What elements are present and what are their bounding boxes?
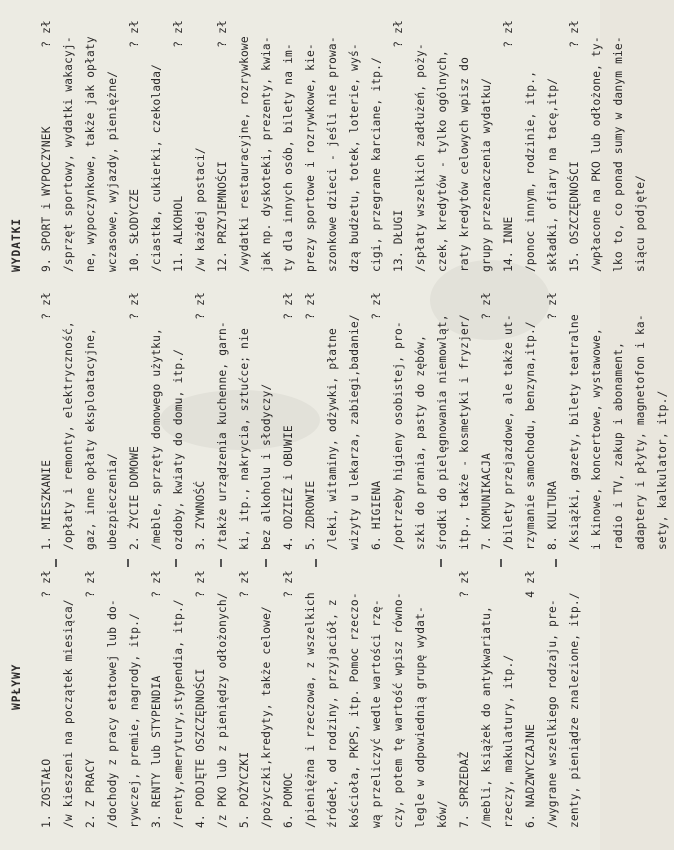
category-description-line bbox=[652, 292, 674, 550]
category-heading-line bbox=[124, 292, 146, 550]
category-description-line bbox=[146, 292, 168, 550]
line-text: 2. Z PRACY bbox=[84, 758, 97, 828]
line-text: 3. ZYWNOŚĆ bbox=[194, 480, 207, 550]
category-description-line bbox=[542, 20, 564, 272]
line-text: /wygrane wszelkiego rodzaju, pre- bbox=[546, 599, 559, 828]
line-text: /z PKO lub z pieniędzy odłożonych/ bbox=[216, 592, 229, 828]
category-description-line bbox=[278, 20, 300, 272]
line-text: radio i TV, zakup i abonament, bbox=[612, 341, 625, 550]
category-description-line bbox=[410, 292, 432, 550]
category-description-line bbox=[476, 20, 498, 272]
category-heading-line bbox=[146, 570, 168, 828]
amount-value: ? zł bbox=[370, 292, 383, 320]
line-text: 6. NADZWYCZAJNE bbox=[524, 723, 537, 828]
line-text: adaptery i płyty, magnetofon i ka- bbox=[634, 314, 647, 550]
line-text: /renty,emerytury,stypendia, itp./ bbox=[172, 599, 185, 828]
line-text: składki, ofiary na tacę,itp/ bbox=[546, 77, 559, 272]
amount-value: ? zł bbox=[282, 292, 295, 320]
category-heading-line bbox=[300, 292, 322, 550]
category-heading-line bbox=[278, 292, 300, 550]
category-description-line bbox=[124, 570, 146, 828]
category-description-line bbox=[300, 20, 322, 272]
category-heading-line bbox=[190, 292, 212, 550]
category-heading-line bbox=[190, 570, 212, 828]
amount-value: ? zł bbox=[128, 292, 141, 320]
line-text: /potrzeby higieny osobistej, pro- bbox=[392, 321, 405, 550]
line-text: 11. ALKOHOL bbox=[172, 195, 185, 272]
category-description-line bbox=[344, 570, 366, 828]
category-description-line bbox=[366, 20, 388, 272]
category-description-line bbox=[212, 570, 234, 828]
category-description-line bbox=[102, 20, 124, 272]
line-text: środki do pielęgnowania niemowląt, bbox=[436, 314, 449, 550]
margin-marks-left bbox=[30, 557, 590, 567]
line-text: 9. SPORT i WYPOCZYNEK bbox=[40, 126, 53, 272]
line-text: bez alkoholu i słodyczy/ bbox=[260, 383, 273, 550]
category-heading-line bbox=[36, 570, 58, 828]
line-text: 2. ŻYCIE DOMOWE bbox=[128, 445, 141, 550]
amount-value: ? zł bbox=[40, 292, 53, 320]
wydatki-title: WYDATKI bbox=[10, 217, 23, 272]
line-text: /spłaty wszelkich zadłużeń, poży- bbox=[414, 43, 427, 272]
category-heading-line bbox=[388, 20, 410, 272]
category-description-line bbox=[344, 292, 366, 550]
category-description-line bbox=[564, 570, 586, 828]
line-text: 1. ZOSTAŁO bbox=[40, 758, 53, 828]
category-description-line bbox=[344, 20, 366, 272]
line-text: /ponoc innym, rodzinie, itp., bbox=[524, 70, 537, 272]
line-text: zenty, pieniądze znalezione, itp./ bbox=[568, 592, 581, 828]
line-text: dzą budżetu, totek, loterie, wyś- bbox=[348, 43, 361, 272]
line-text: ubezpieczenia/ bbox=[106, 452, 119, 550]
category-description-line bbox=[520, 20, 542, 272]
amount-value: ? zł bbox=[84, 570, 97, 598]
line-text: /dochody z pracy etatowej lub do- bbox=[106, 599, 119, 828]
category-heading-line bbox=[168, 20, 190, 272]
line-text: czek, kredytów - tylko ogólnych, bbox=[436, 50, 449, 272]
category-description-line bbox=[102, 570, 124, 828]
amount-value: ? zł bbox=[392, 20, 405, 48]
amount-value: ? zł bbox=[194, 292, 207, 320]
amount-value: ? zł bbox=[480, 292, 493, 320]
category-heading-line bbox=[454, 570, 476, 828]
line-text: szonkowe dzieci - jeśli nie prowa- bbox=[326, 36, 339, 272]
category-description-line bbox=[586, 292, 608, 550]
amount-value: ? zł bbox=[40, 570, 53, 598]
category-description-line bbox=[322, 570, 344, 828]
line-text: ki, itp., nakrycia, sztućce; nie bbox=[238, 328, 251, 550]
line-text: /w każdej postaci/ bbox=[194, 147, 207, 272]
line-text: 7. KOMUNIKACJA bbox=[480, 452, 493, 550]
line-text: /także urządzenia kuchenne, garn- bbox=[216, 321, 229, 550]
category-description-line bbox=[234, 20, 256, 272]
category-description-line bbox=[256, 20, 278, 272]
line-text: 3. RENTY lub STYPENDIA bbox=[150, 675, 163, 828]
line-text: i kinowe, koncertowe, wystawowe, bbox=[590, 328, 603, 550]
line-text: 8. KULTURA bbox=[546, 480, 559, 550]
category-description-line bbox=[58, 20, 80, 272]
amount-value: ? zł bbox=[150, 570, 163, 598]
category-description-line bbox=[322, 292, 344, 550]
line-text: rzeczy, makulatury, itp./ bbox=[502, 654, 515, 828]
category-description-line bbox=[80, 20, 102, 272]
line-text: raty kredytów celowych wpisz do bbox=[458, 57, 471, 272]
category-description-line bbox=[388, 570, 410, 828]
category-description-line bbox=[388, 292, 410, 550]
line-text: 15. OSZCZĘDNOŚCI bbox=[568, 161, 581, 272]
category-heading-line bbox=[476, 292, 498, 550]
line-text: itp., także - kosmetyki i fryzjer/ bbox=[458, 314, 471, 550]
line-text: 6. POMOC bbox=[282, 772, 295, 828]
category-description-line bbox=[630, 292, 652, 550]
category-description-line bbox=[586, 20, 608, 272]
line-text: rzymanie samochodu, benzyna,itp./ bbox=[524, 321, 537, 550]
category-heading-line bbox=[124, 20, 146, 272]
category-heading-line bbox=[234, 570, 256, 828]
line-text: 14. INNE bbox=[502, 216, 515, 272]
category-description-line bbox=[58, 570, 80, 828]
line-text: rywczej, premie, nagrody, itp./ bbox=[128, 613, 141, 828]
category-description-line bbox=[630, 20, 652, 272]
category-description-line bbox=[58, 292, 80, 550]
category-description-line bbox=[190, 20, 212, 272]
category-description-line bbox=[432, 292, 454, 550]
category-description-line bbox=[366, 570, 388, 828]
category-description-line bbox=[410, 20, 432, 272]
amount-value: ? zł bbox=[172, 20, 185, 48]
category-heading-line bbox=[80, 570, 102, 828]
category-heading-line bbox=[542, 292, 564, 550]
amount-value: ? zł bbox=[458, 570, 471, 598]
line-text: grupy przeznaczenia wydatku/ bbox=[480, 77, 493, 272]
line-text: /ciastka, cukierki, czekolada/ bbox=[150, 63, 163, 272]
category-description-line bbox=[454, 292, 476, 550]
line-text: 6. HIGIENA bbox=[370, 480, 383, 550]
margin-mark bbox=[265, 559, 267, 567]
category-description-line bbox=[234, 292, 256, 550]
category-description-line bbox=[102, 292, 124, 550]
category-description-line bbox=[432, 20, 454, 272]
category-description-line bbox=[520, 292, 542, 550]
category-description-line bbox=[608, 20, 630, 272]
category-description-line bbox=[432, 570, 454, 828]
amount-value: ? zł bbox=[216, 20, 229, 48]
category-description-line bbox=[498, 292, 520, 550]
category-description-line bbox=[476, 570, 498, 828]
category-heading-line bbox=[366, 292, 388, 550]
line-text: 13. DŁUGI bbox=[392, 209, 405, 272]
category-description-line bbox=[410, 570, 432, 828]
line-text: gaz, inne opłaty eksploatacyjne, bbox=[84, 328, 97, 550]
category-description-line bbox=[322, 20, 344, 272]
line-text: prezy sportowe i rozrywkowe, kie- bbox=[304, 43, 317, 272]
margin-mark bbox=[555, 559, 557, 567]
line-text: /meble, sprzęty domowego użytku, bbox=[150, 328, 163, 550]
category-heading-line bbox=[520, 570, 542, 828]
line-text: wą przeliczyć wedle wartości rzę- bbox=[370, 599, 383, 828]
line-text: lko to, co ponad sumy w danym mie- bbox=[612, 36, 625, 272]
category-heading-line bbox=[278, 570, 300, 828]
line-text: jak np. dyskoteki, prezenty, kwia- bbox=[260, 36, 273, 272]
margin-mark bbox=[440, 559, 442, 567]
amount-value: ? zł bbox=[502, 20, 515, 48]
line-text: siącu podjęte/ bbox=[634, 174, 647, 272]
line-text: 5. POŻYCZKI bbox=[238, 751, 251, 828]
line-text: szki do prania, pasty do zębów, bbox=[414, 335, 427, 550]
line-text: źródeł, od rodziny, przyjaciół, z bbox=[326, 599, 339, 828]
category-description-line bbox=[498, 570, 520, 828]
amount-value: 4 zł bbox=[524, 570, 537, 598]
category-description-line bbox=[168, 292, 190, 550]
line-text: 4. PODJĘTE OSZCZĘDNOŚCI bbox=[194, 668, 207, 828]
line-text: wczasowe, wyjazdy, pieniężne/ bbox=[106, 70, 119, 272]
line-text: 1. MIESZKANIE bbox=[40, 459, 53, 550]
category-description-line bbox=[256, 292, 278, 550]
category-description-line bbox=[564, 292, 586, 550]
wplywy-column bbox=[36, 570, 586, 828]
line-text: czy, potem tę wartość wpisz równo- bbox=[392, 592, 405, 828]
amount-value: ? zł bbox=[194, 570, 207, 598]
category-description-line bbox=[146, 20, 168, 272]
wplywy-title: WPŁYWY bbox=[10, 663, 23, 710]
line-text: /w kieszeni na początek miesiąca/ bbox=[62, 599, 75, 828]
margin-mark bbox=[500, 559, 502, 567]
line-text: /pożyczki,kredyty, także celowe/ bbox=[260, 606, 273, 828]
line-text: cigi, przegrane karciane, itp./ bbox=[370, 57, 383, 272]
line-text: /książki, gazety, bilety teatralne bbox=[568, 314, 581, 550]
line-text: 12. PRZYJEMNOŚCI bbox=[216, 161, 229, 272]
line-text: ków/ bbox=[436, 800, 449, 828]
line-text: 7. SPRZEDAŻ bbox=[458, 751, 471, 828]
line-text: /mebli, książek do antykwariatu, bbox=[480, 606, 493, 828]
line-text: /wydatki restauracyjne, rozrywkowe bbox=[238, 36, 251, 272]
amount-value: ? zł bbox=[40, 20, 53, 48]
line-text: 5. ZDROWIE bbox=[304, 480, 317, 550]
line-text: /pieniężna i rzeczowa, z wszelkich bbox=[304, 592, 317, 828]
category-heading-line bbox=[564, 20, 586, 272]
expenses-column-1 bbox=[36, 292, 674, 550]
line-text: kościoła, PKPS, itp. Pomoc rzeczo- bbox=[348, 592, 361, 828]
amount-value: ? zł bbox=[546, 292, 559, 320]
category-description-line bbox=[168, 570, 190, 828]
amount-value: ? zł bbox=[128, 20, 141, 48]
line-text: 10. SŁODYCZE bbox=[128, 188, 141, 272]
line-text: ty dla innych osób, bilety na im- bbox=[282, 43, 295, 272]
line-text: /leki, witaminy, odżywki, płatne bbox=[326, 328, 339, 550]
line-text: /opłaty i remonty, elektryczność, bbox=[62, 321, 75, 550]
margin-mark bbox=[55, 559, 57, 567]
category-heading-line bbox=[212, 20, 234, 272]
amount-value: ? zł bbox=[238, 570, 251, 598]
category-description-line bbox=[256, 570, 278, 828]
line-text: wizyty u lekarza, zabiegi,badanie/ bbox=[348, 314, 361, 550]
category-description-line bbox=[608, 292, 630, 550]
amount-value: ? zł bbox=[568, 20, 581, 48]
line-text: sety, kalkulator, itp./ bbox=[656, 390, 669, 550]
category-description-line bbox=[542, 570, 564, 828]
category-heading-line bbox=[36, 20, 58, 272]
amount-value: ? zł bbox=[304, 292, 317, 320]
amount-value: ? zł bbox=[282, 570, 295, 598]
line-text: /wpłacone na PKO lub odłożone, ty- bbox=[590, 36, 603, 272]
category-description-line bbox=[80, 292, 102, 550]
margin-mark bbox=[315, 559, 317, 567]
line-text: ozdoby, kwiaty do domu, itp./ bbox=[172, 348, 185, 550]
margin-mark bbox=[220, 559, 222, 567]
margin-mark bbox=[175, 559, 177, 567]
line-text: 4. ODZIEŻ i OBUWIE bbox=[282, 425, 295, 550]
line-text: /bilety przejazdowe, ale także ut- bbox=[502, 314, 515, 550]
margin-mark bbox=[127, 559, 129, 567]
category-description-line bbox=[300, 570, 322, 828]
wydatki-column bbox=[36, 20, 652, 272]
line-text: legle w odpowiednią grupę wydat- bbox=[414, 606, 427, 828]
category-heading-line bbox=[36, 292, 58, 550]
category-description-line bbox=[454, 20, 476, 272]
line-text: ne, wypoczynkowe, także jak opłaty bbox=[84, 36, 97, 272]
category-heading-line bbox=[498, 20, 520, 272]
line-text: /sprzęt sportowy, wydatki wakacyj- bbox=[62, 36, 75, 272]
category-description-line bbox=[212, 292, 234, 550]
